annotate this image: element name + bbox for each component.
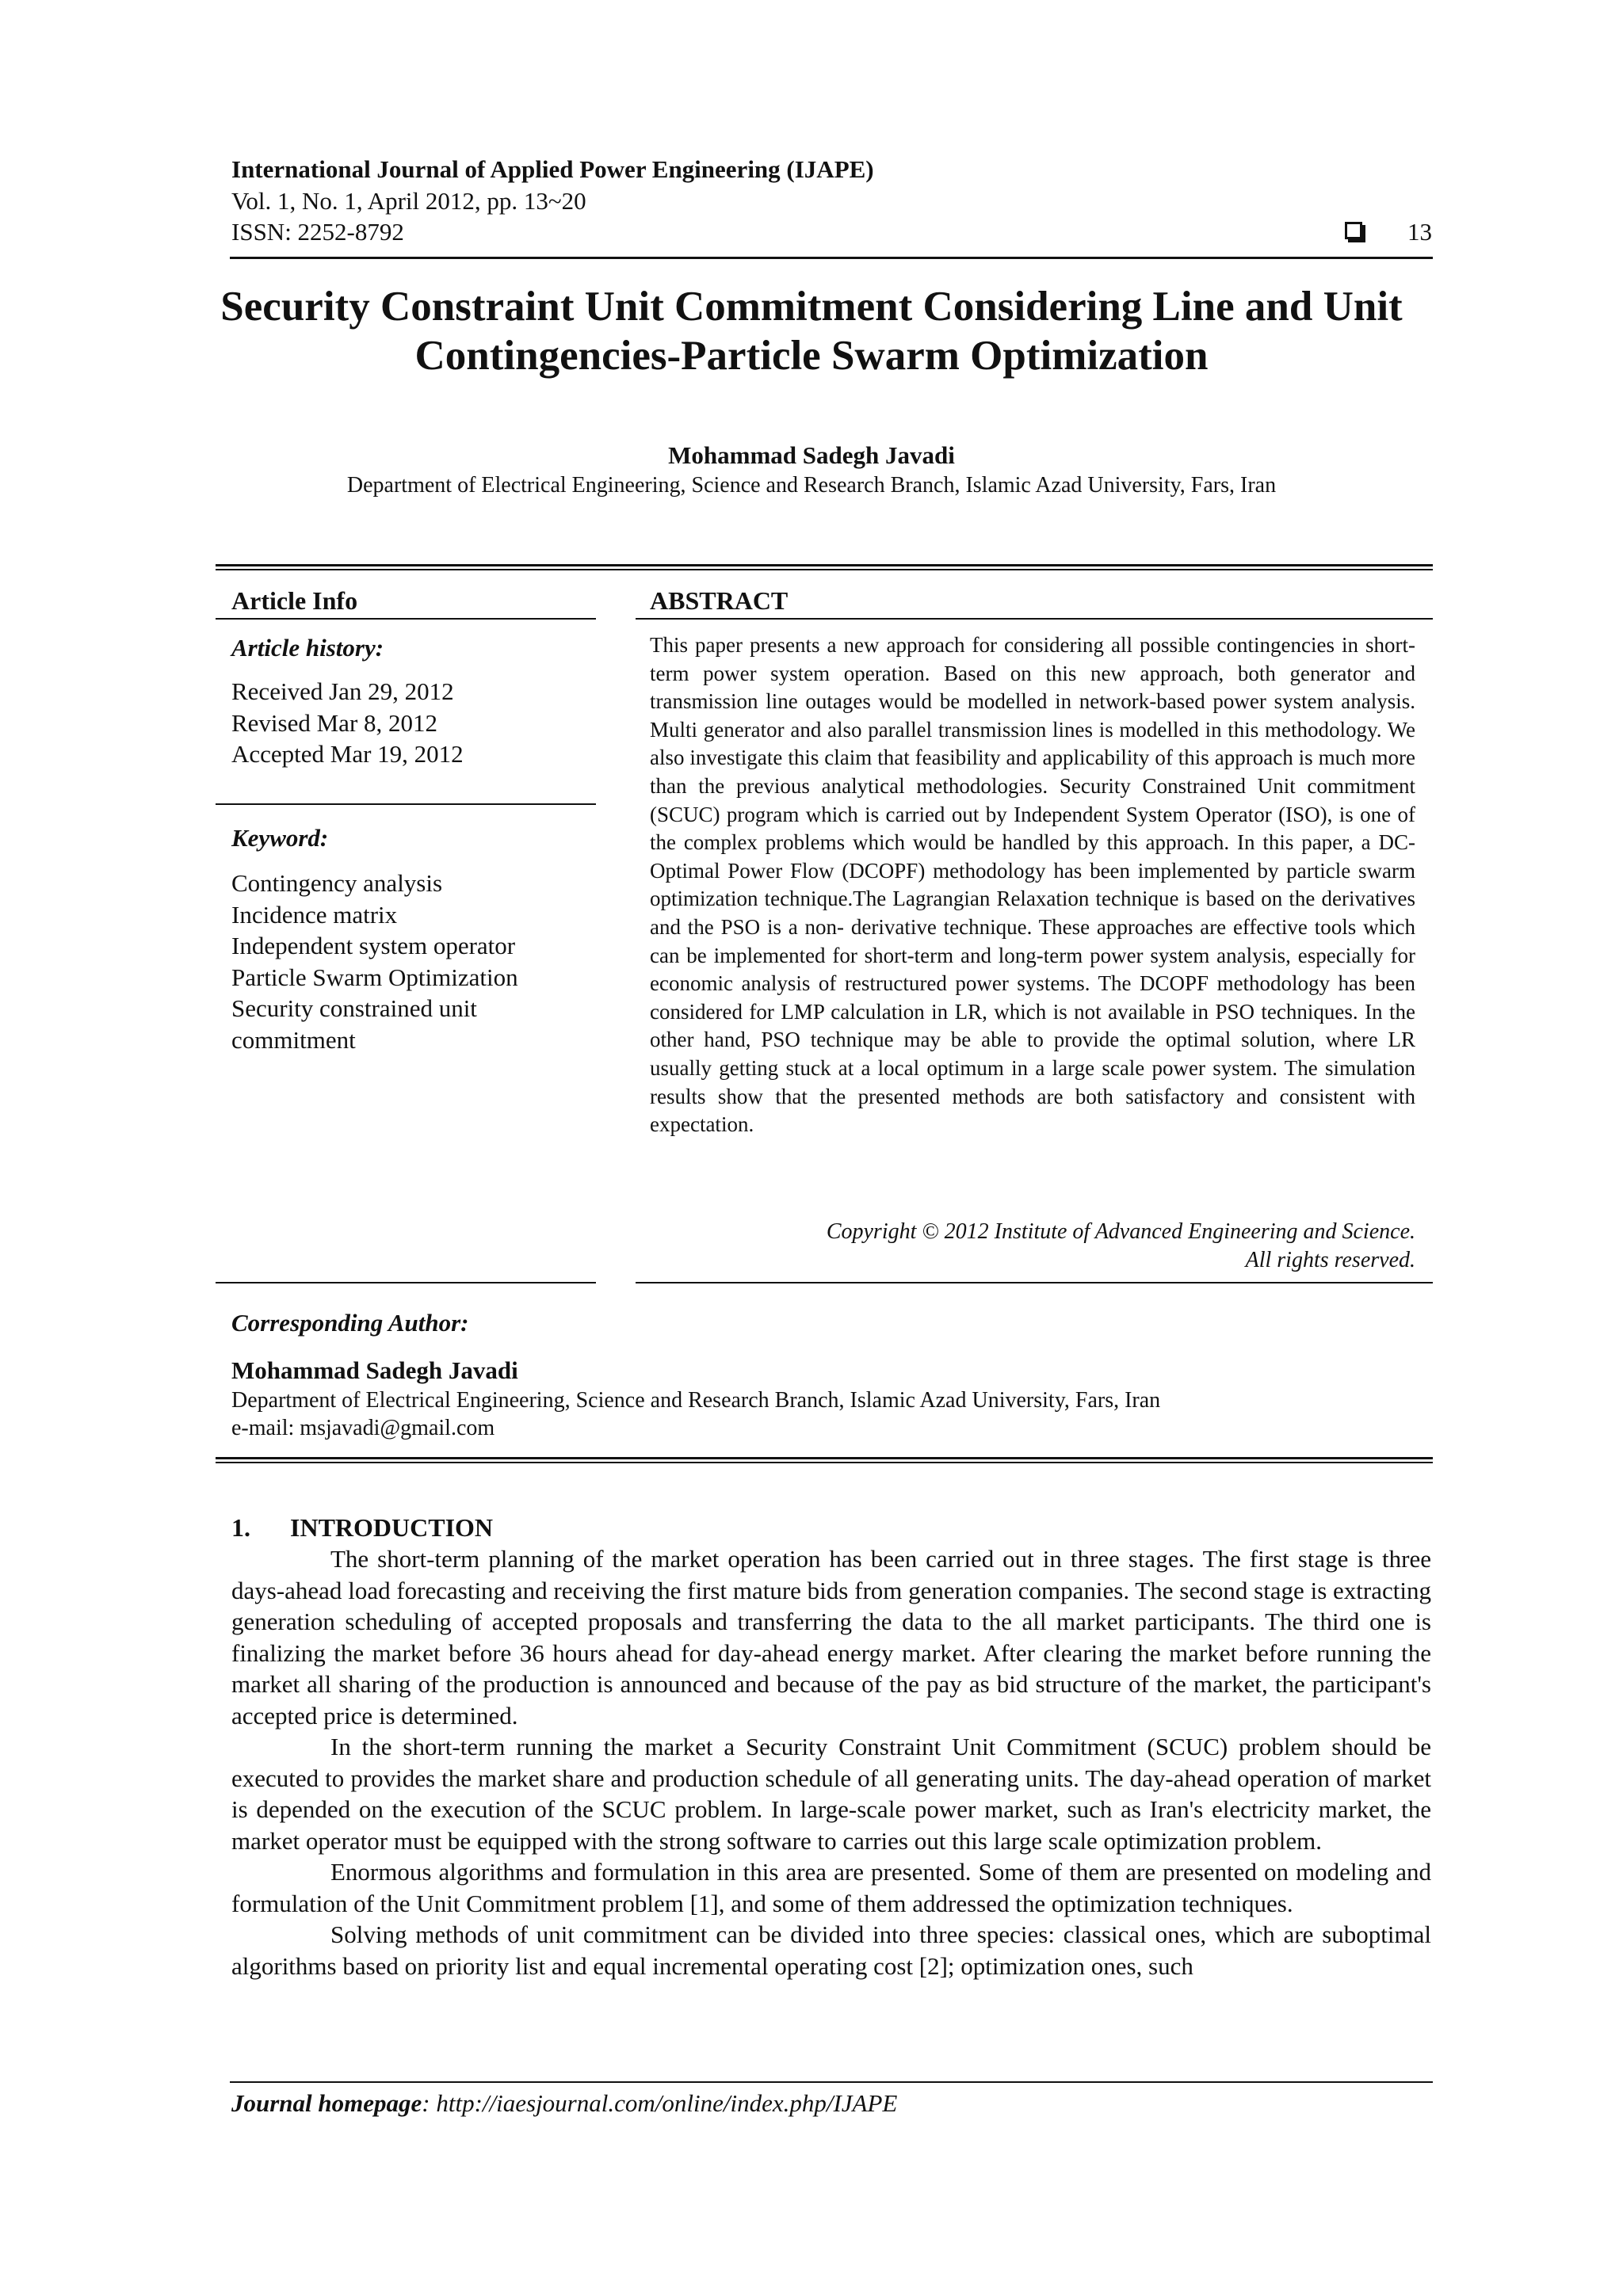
article-history-list [231, 676, 464, 770]
history-received: Received Jan 29, 2012 [231, 677, 454, 705]
info-bottom-divider [216, 1457, 1433, 1463]
author-name: Mohammad Sadegh Javadi [668, 441, 955, 469]
paragraph: Enormous algorithms and formulation in this area are presented. Some of them are presented on modeling and formulation of the Unit Commitment problem [1], and some of them addressed the optimization techniques. [231, 1858, 1431, 1917]
page-number: 13 [1407, 218, 1432, 246]
keyword-item: commitment [231, 1025, 356, 1054]
homepage-label: Journal homepage [231, 2089, 422, 2117]
section-heading [231, 1513, 493, 1543]
author-affiliation: Department of Electrical Engineering, Science and Research Branch, Islamic Azad University, Fars, Iran [346, 473, 1277, 498]
keyword-item: Incidence matrix [231, 900, 398, 929]
keyword-list [231, 868, 518, 1055]
keyword-item: Independent system operator [231, 932, 516, 959]
journal-issn: ISSN: 2252-8792 [231, 218, 404, 246]
homepage-link[interactable]: : http://iaesjournal.com/online/index.php/IJAPE [422, 2089, 898, 2117]
journal-homepage [231, 2089, 897, 2118]
info-top-divider [216, 564, 1433, 570]
history-accepted: Accepted Mar 19, 2012 [231, 740, 464, 768]
corresponding-author-email: e-mail: msjavadi@gmail.com [231, 1416, 495, 1440]
article-history-heading: Article history: [231, 634, 384, 662]
abstract-divider [636, 1282, 1433, 1283]
header-divider [230, 257, 1433, 259]
copyright-line: Copyright © 2012 Institute of Advanced Engineering and Science. [826, 1219, 1415, 1244]
history-revised: Revised Mar 8, 2012 [231, 708, 438, 737]
keyword-item: Contingency analysis [231, 869, 443, 897]
left-column-divider [216, 618, 596, 620]
checkbox-icon [1345, 222, 1362, 239]
journal-volume: Vol. 1, No. 1, April 2012, pp. 13~20 [231, 187, 586, 215]
section-number: 1. [231, 1513, 250, 1542]
abstract-divider [636, 618, 1433, 620]
corresponding-author-affiliation: Department of Electrical Engineering, Science and Research Branch, Islamic Azad University, Fars, Iran [231, 1388, 1161, 1413]
corresponding-author-heading: Corresponding Author: [231, 1309, 469, 1337]
paper-title: Security Constraint Unit Commitment Considering Line and Unit Contingencies-Particle Swarm Optimization [220, 284, 1403, 379]
abstract-heading: ABSTRACT [650, 586, 789, 615]
article-info-heading: Article Info [231, 586, 358, 615]
copyright-notice [650, 1218, 1415, 1275]
abstract-text: This paper presents a new approach for considering all possible contingencies in short-term power system operation. Based on this new approach, both generator and transmission line outages would be modelled in network-based power system analysis. Multi generator and also parallel transmission lines is modelled in this methodology. We also investigate this claim that feasibility and applicability of this approach is much more than the previous analytical methodologies. Security Constrained Unit commitment (SCUC) program which is carried out by Independent System Operator (ISO), is one of the complex problems which would be handled by this approach. In this paper, a DC-Optimal Power Flow (DCOPF) methodology has been implemented by particle swarm optimization technique.The Lagrangian Relaxation technique is based on the derivatives and the PSO is a non- derivative technique. These approaches are effective tools which can be implemented for short-term and long-term power system analysis, especially for economic analysis of restructured power systems. The DCOPF methodology has been considered for LMP calculation in LR, which is not available in PSO techniques. In the other hand, PSO technique may be able to provide the optimal solution, where LR usually getting stuck at a local optimum in a large scale power system. The simulation results show that the presented methods are both satisfactory and consistent with expectation. [650, 633, 1415, 1137]
introduction-body [231, 1543, 1431, 1981]
left-column-divider [216, 1282, 596, 1283]
journal-name: International Journal of Applied Power Engineering (IJAPE) [231, 155, 874, 183]
footer-divider [230, 2081, 1433, 2083]
corresponding-author-name: Mohammad Sadegh Javadi [231, 1356, 518, 1384]
keyword-item: Particle Swarm Optimization [231, 963, 518, 991]
paragraph: In the short-term running the market a Security Constraint Unit Commitment (SCUC) problem should be executed to provides the market share and production schedule of all generating units. The day-ahead operation of market is depended on the execution of the SCUC problem. In large-scale power market, such as Iran's electricity market, the market operator must be equipped with the strong software to carries out this large scale optimization problem. [231, 1733, 1431, 1855]
paragraph: Solving methods of unit commitment can be divided into three species: classical ones, which are suboptimal algorithms based on priority list and equal incremental operating cost [2]; optimization ones, such [231, 1920, 1431, 1980]
paragraph: The short-term planning of the market operation has been carried out in three stages. The first stage is three days-ahead load forecasting and receiving the first mature bids from generation companies. The second stage is extracting generation scheduling of accepted proposals and transferring the data to the all market participants. The third one is finalizing the market before 36 hours ahead for day-ahead energy market. After clearing the market before running the market all sharing of the production is announced and because of the pay as bid structure of the market, the participant's accepted price is determined. [231, 1545, 1431, 1730]
keyword-item: Security constrained unit [231, 994, 477, 1022]
keyword-heading: Keyword: [231, 824, 329, 852]
section-title: INTRODUCTION [290, 1513, 494, 1542]
left-column-divider [216, 803, 596, 805]
copyright-line: All rights reserved. [1245, 1248, 1415, 1272]
